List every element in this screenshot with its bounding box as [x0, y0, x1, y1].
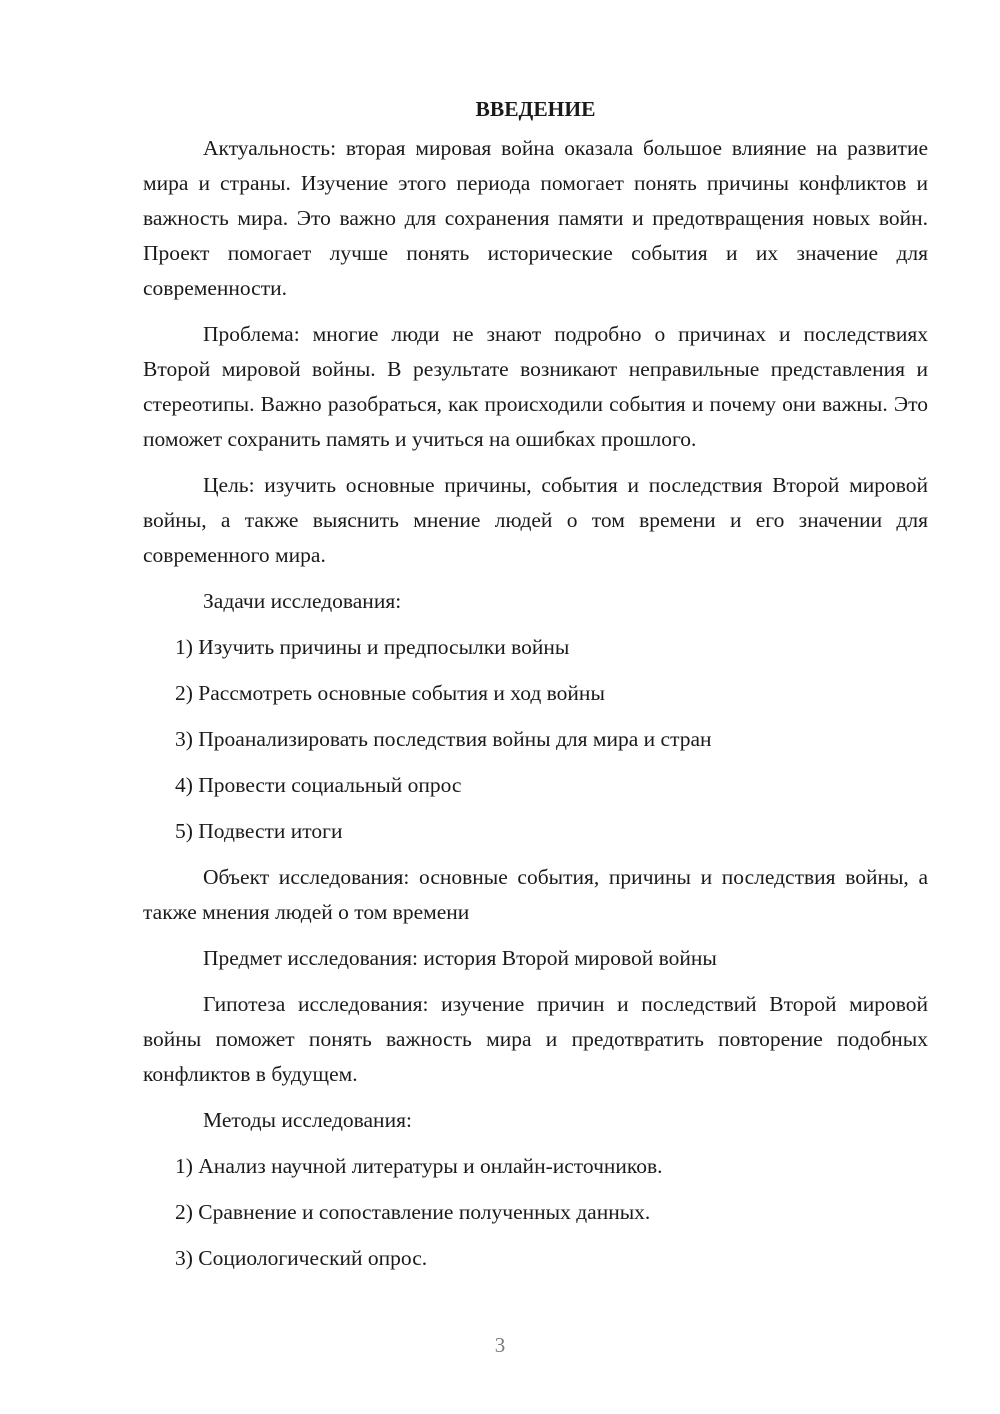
method-item: 3) Социологический опрос.	[175, 1246, 428, 1270]
method-item: 2) Сравнение и сопоставление полученных данных.	[175, 1200, 651, 1224]
task-item: 3) Проанализировать последствия войны для мира и стран	[175, 727, 712, 751]
goal-paragraph: Цель: изучить основные причины, события и последствия Второй мировой войны, а также выяснить мнение людей о том времени и его значении для современного мира.	[143, 473, 928, 567]
subject-paragraph: Предмет исследования: история Второй мировой войны	[203, 946, 717, 970]
relevance-paragraph: Актуальность: вторая мировая война оказала большое влияние на развитие мира и страны. Изучение этого периода помогает понять причины конфликтов и важность мира. Это важно для сохранения памяти и предотвращения новых войн. Проект помогает лучше понять исторические события и их значение для современности.	[143, 136, 928, 300]
task-item: 1) Изучить причины и предпосылки войны	[175, 635, 570, 659]
document-body	[143, 92, 928, 1287]
tasks-heading: Задачи исследования:	[203, 589, 402, 613]
problem-paragraph: Проблема: многие люди не знают подробно о причинах и последствиях Второй мировой войны. В результате возникают неправильные представления и стереотипы. Важно разобраться, как происходили события и почему они важны. Это поможет сохранить память и учиться на ошибках прошлого.	[143, 322, 928, 451]
method-item: 1) Анализ научной литературы и онлайн-источников.	[175, 1154, 663, 1178]
task-item: 4) Провести социальный опрос	[175, 773, 462, 797]
section-title: ВВЕДЕНИЕ	[475, 97, 596, 121]
page-number: 3	[494, 1333, 506, 1357]
object-paragraph: Объект исследования: основные события, причины и последствия войны, а также мнения людей о том времени	[143, 865, 928, 924]
task-item: 5) Подвести итоги	[175, 819, 343, 843]
hypothesis-paragraph: Гипотеза исследования: изучение причин и последствий Второй мировой войны поможет понять важность мира и предотвратить повторение подобных конфликтов в будущем.	[143, 992, 928, 1086]
methods-heading: Методы исследования:	[203, 1108, 412, 1132]
task-item: 2) Рассмотреть основные события и ход войны	[175, 681, 605, 705]
